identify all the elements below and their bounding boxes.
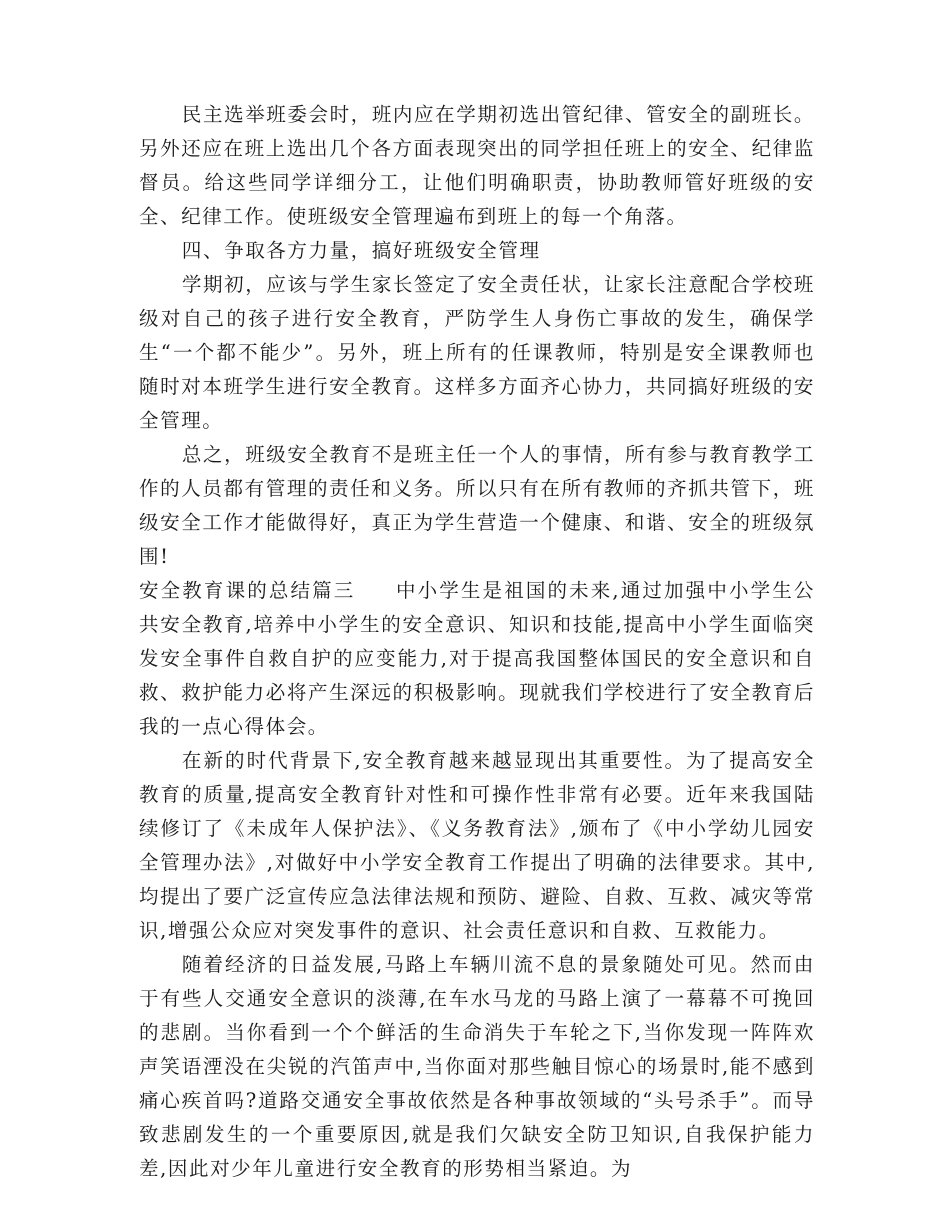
paragraph-traffic: 随着经济的日益发展,马路上车辆川流不息的景象随处可见。然而由于有些人交通安全意识的淡薄,在车水马龙的马路上演了一幕幕不可挽回的悲剧。当你看到一个个鲜活的生命消失于车轮之下,当你发现一阵阵欢声笑语湮没在尖锐的汽笛声中,当你面对那些触目惊心的场景时,能不感到痛心疾首吗?道路交通安全事故依然是各种事故领域的“头号杀手”。而导致悲剧发生的一个重要原因,就是我们欠缺安全防卫知识,自我保护能力差,因此对少年儿童进行安全教育的形势相当紧迫。为 bbox=[139, 953, 815, 1180]
section-title: 安全教育课的总结篇三 bbox=[139, 579, 356, 602]
paragraph-parent-contract: 学期初，应该与学生家长签定了安全责任状，让家长注意配合学校班级对自己的孩子进行安全教育，严防学生人身伤亡事故的发生，确保学生“一个都不能少”。另外，班上所有的任课教师，特别是安全课教师也随时对本班学生进行安全教育。这样多方面齐心协力，共同搞好班级的安全管理。 bbox=[139, 273, 815, 432]
paragraph-class-committee: 民主选举班委会时，班内应在学期初选出管纪律、管安全的副班长。另外还应在班上选出几个各方面表现突出的同学担任班上的安全、纪律监督员。给这些同学详细分工，让他们明确职责，协助教师管好班级的安全、纪律工作。使班级安全管理遍布到班上的每一个角落。 bbox=[139, 103, 815, 228]
paragraph-conclusion: 总之，班级安全教育不是班主任一个人的事情，所有参与教育教学工作的人员都有管理的责任和义务。所以只有在所有教师的齐抓共管下，班级安全工作才能做得好，真正为学生营造一个健康、和谐、安全的班级氛围! bbox=[139, 443, 815, 568]
section-intro: 中小学生是祖国的未来,通过加强中小学生公共安全教育,培养中小学生的安全意识、知识和技能,提高中小学生面临突发安全事件自救自护的应变能力,对于提高我国整体国民的安全意识和自救、救护能力必将产生深远的积极影响。现就我们学校进行了安全教育后我的一点心得体会。 bbox=[139, 579, 815, 738]
document-page bbox=[139, 98, 815, 1186]
section-three bbox=[139, 574, 815, 744]
paragraph-new-era: 在新的时代背景下,安全教育越来越显现出其重要性。为了提高安全教育的质量,提高安全教育针对性和可操作性非常有必要。近年来我国陆续修订了《未成年人保护法》、《义务教育法》,颁布了《中小学幼儿园安全管理办法》,对做好中小学安全教育工作提出了明确的法律要求。其中,均提出了要广泛宣传应急法律法规和预防、避险、自救、互救、减灾等常识,增强公众应对突发事件的意识、社会责任意识和自救、互救能力。 bbox=[139, 749, 815, 942]
paragraph-heading-four: 四、争取各方力量，搞好班级安全管理 bbox=[181, 239, 541, 262]
